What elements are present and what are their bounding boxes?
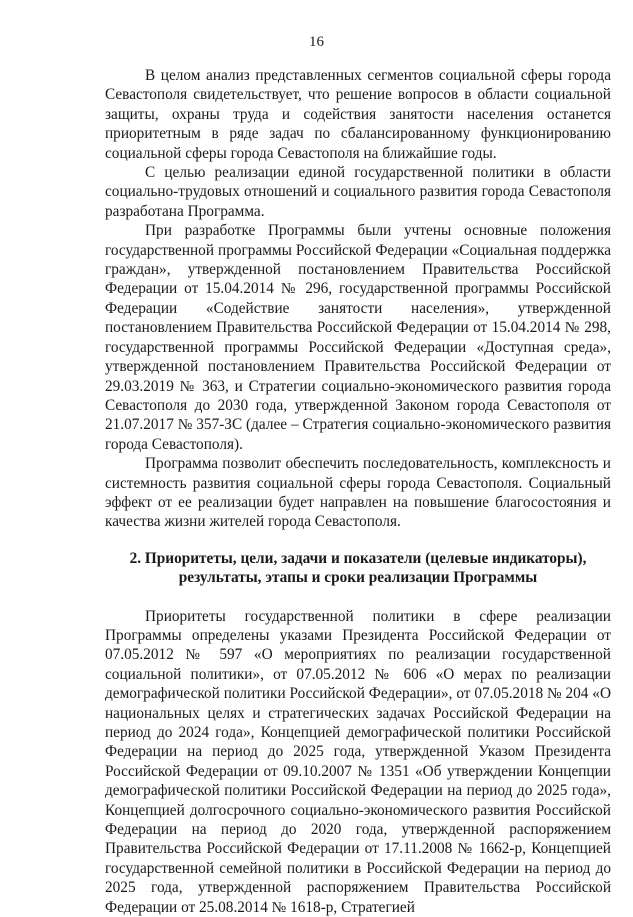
- paragraph-analysis-summary: В целом анализ представленных сегментов социальной сферы города Севастополя свидетельствует, что решение вопросов в области социальной защиты, охраны труда и содействия занятости населения останется приоритетным в ряде задач по сбалансированному функционированию социальной сферы города Севастополя на ближайшие годы.: [105, 67, 611, 162]
- paragraph-program-effect: Программа позволит обеспечить последовательность, комплексность и системность развития социальной сферы города Севастополя. Социальный эффект от ее реализации будет направлен на повышение благосостояния и качества жизни жителей города Севастополя.: [105, 455, 611, 531]
- paragraph-policy-priorities: Приоритеты государственной политики в сфере реализации Программы определены указами Президента Российской Федерации от 07.05.2012 № 597 «О мероприятиях по реализации государственной социальной политики», от 07.05.2012 № 606 «О мерах по реализации демографической политики Российской Федерации», от 07.05.2018 № 204 «О национальных целях и стратегических задачах Российской Федерации на период до 2024 года», Концепцией демографической политики Российской Федерации на период до 2025 года, утвержденной Указом Президента Российской Федерации от 09.10.2007 № 1351 «Об утверждении Концепции демографической политики Российской Федерации на период до 2025 года», Концепцией долгосрочного социально-экономического развития Российской Федерации на период до 2020 года, утвержденной распоряжением Правительства Российской Федерации от 17.11.2008 № 1662-р, Концепцией государственной семейной политики в Российской Федерации на период до 2025 года, утвержденной распоряжением Правительства Российской Федерации от 25.08.2014 № 1618-р, Стратегией: [105, 607, 611, 916]
- page-number: 16: [309, 34, 324, 50]
- paragraph-program-purpose: С целью реализации единой государственной политики в области социально-трудовых отношений и социального развития города Севастополя разработана Программа.: [105, 164, 611, 220]
- paragraph-program-basis: При разработке Программы были учтены основные положения государственной программы Российской Федерации «Социальная поддержка граждан», утвержденной постановлением Правительства Российской Федерации от 15.04.2014 № 296, государственной программы Российской Федерации «Содействие занятости населения», утвержденной постановлением Правительства Российской Федерации от 15.04.2014 № 298, государственной программы Российской Федерации «Доступная среда», утвержденной постановлением Правительства Российской Федерации от 29.03.2019 № 363, и Стратегии социально-экономического развития города Севастополя до 2030 года, утвержденной Законом города Севастополя от 21.07.2017 № 357-ЗС (далее – Стратегия социально-экономического развития города Севастополя).: [105, 222, 611, 453]
- section-heading: 2. Приоритеты, цели, задачи и показатели (целевые индикаторы), результаты, этапы и сроки реализации Программы: [129, 549, 587, 587]
- document-body: [105, 66, 611, 917]
